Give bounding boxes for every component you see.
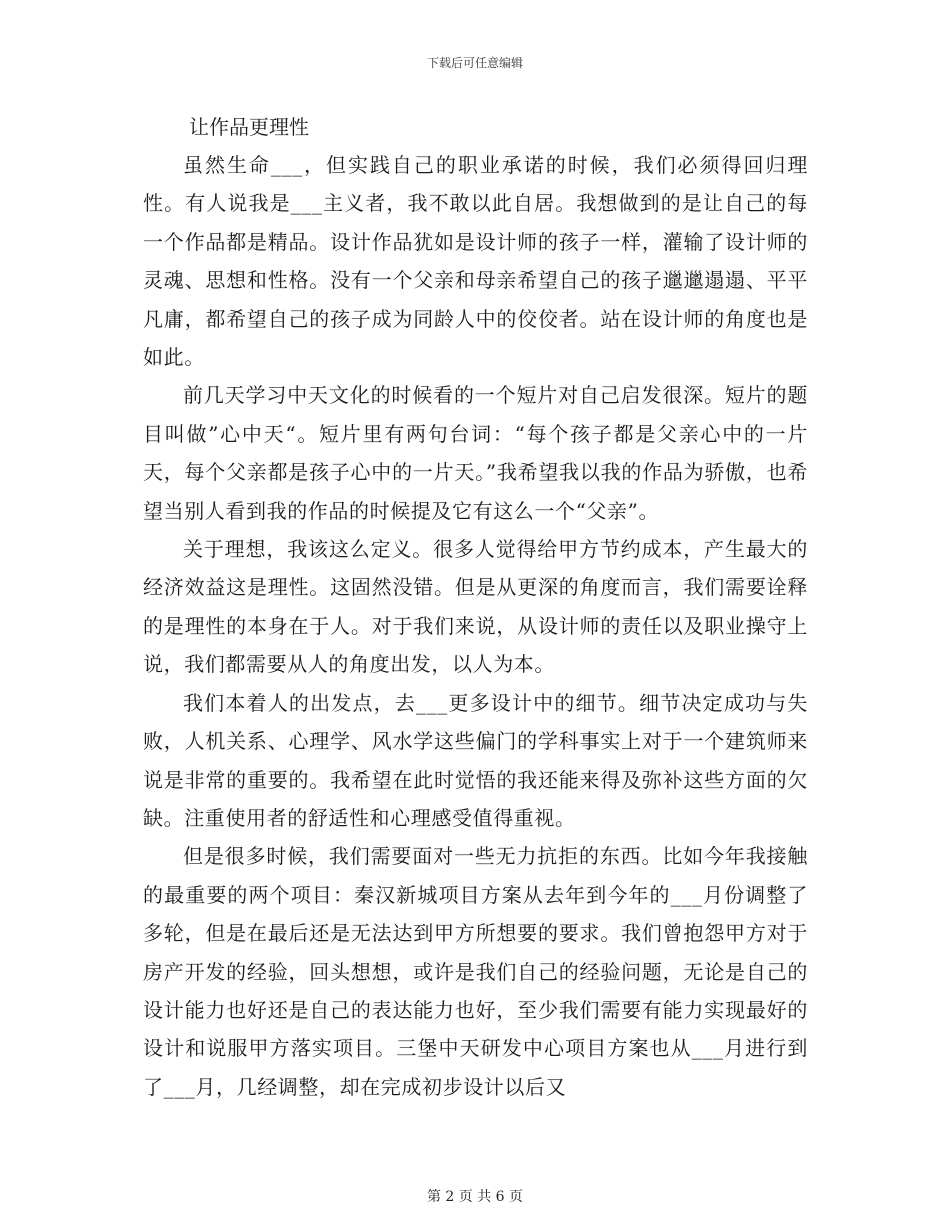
page-footer: 第 2 页 共 6 页 <box>426 1189 524 1205</box>
document-body <box>143 108 808 1106</box>
paragraph-5: 但是很多时候，我们需要面对一些无力抗拒的东西。比如今年我接触的最重要的两个项目：秦汉新城项目方案从去年到今年的___月份调整了多轮，但是在最后还是无法达到甲方所想要的要求。我们曾抱怨甲方对于房产开发的经验，回头想想，或许是我们自己的经验问题，无论是自己的设计能力也好还是自己的表达能力也好，至少我们需要有能力实现最好的设计和说服甲方落实项目。三堡中天研发中心项目方案也从___月进行到了___月，几经调整，却在完成初步设计以后又 <box>143 844 808 1099</box>
paragraph-4: 我们本着人的出发点，去___更多设计中的细节。细节决定成功与失败，人机关系、心理学、风水学这些偏门的学科事实上对于一个建筑师来说是非常的重要的。我希望在此时觉悟的我还能来得及弥补这些方面的欠缺。注重使用者的舒适性和心理感受值得重视。 <box>143 690 808 830</box>
page-header: 下载后可任意编辑 <box>426 56 523 70</box>
paragraph-3: 关于理想，我该这么定义。很多人觉得给甲方节约成本，产生最大的经济效益这是理性。这固然没错。但是从更深的角度而言，我们需要诠释的是理性的本身在于人。对于我们来说，从设计师的责任以及职业操守上说，我们都需要从人的角度出发，以人为本。 <box>143 537 808 677</box>
paragraph-1: 虽然生命___，但实践自己的职业承诺的时候，我们必须得回归理性。有人说我是___主义者，我不敢以此自居。我想做到的是让自己的每一个作品都是精品。设计作品犹如是设计师的孩子一样，灌输了设计师的灵魂、思想和性格。没有一个父亲和母亲希望自己的孩子邋邋遢遢、平平凡庸，都希望自己的孩子成为同龄人中的佼佼者。站在设计师的角度也是如此。 <box>143 153 808 370</box>
paragraph-2: 前几天学习中天文化的时候看的一个短片对自己启发很深。短片的题目叫做”心中天“。短片里有两句台词：“每个孩子都是父亲心中的一片天，每个父亲都是孩子心中的一片天。”我希望我以我的作品为骄傲，也希望当别人看到我的作品的时候提及它有这么一个“父亲”。 <box>143 383 808 523</box>
document-title: 让作品更理性 <box>189 115 309 139</box>
